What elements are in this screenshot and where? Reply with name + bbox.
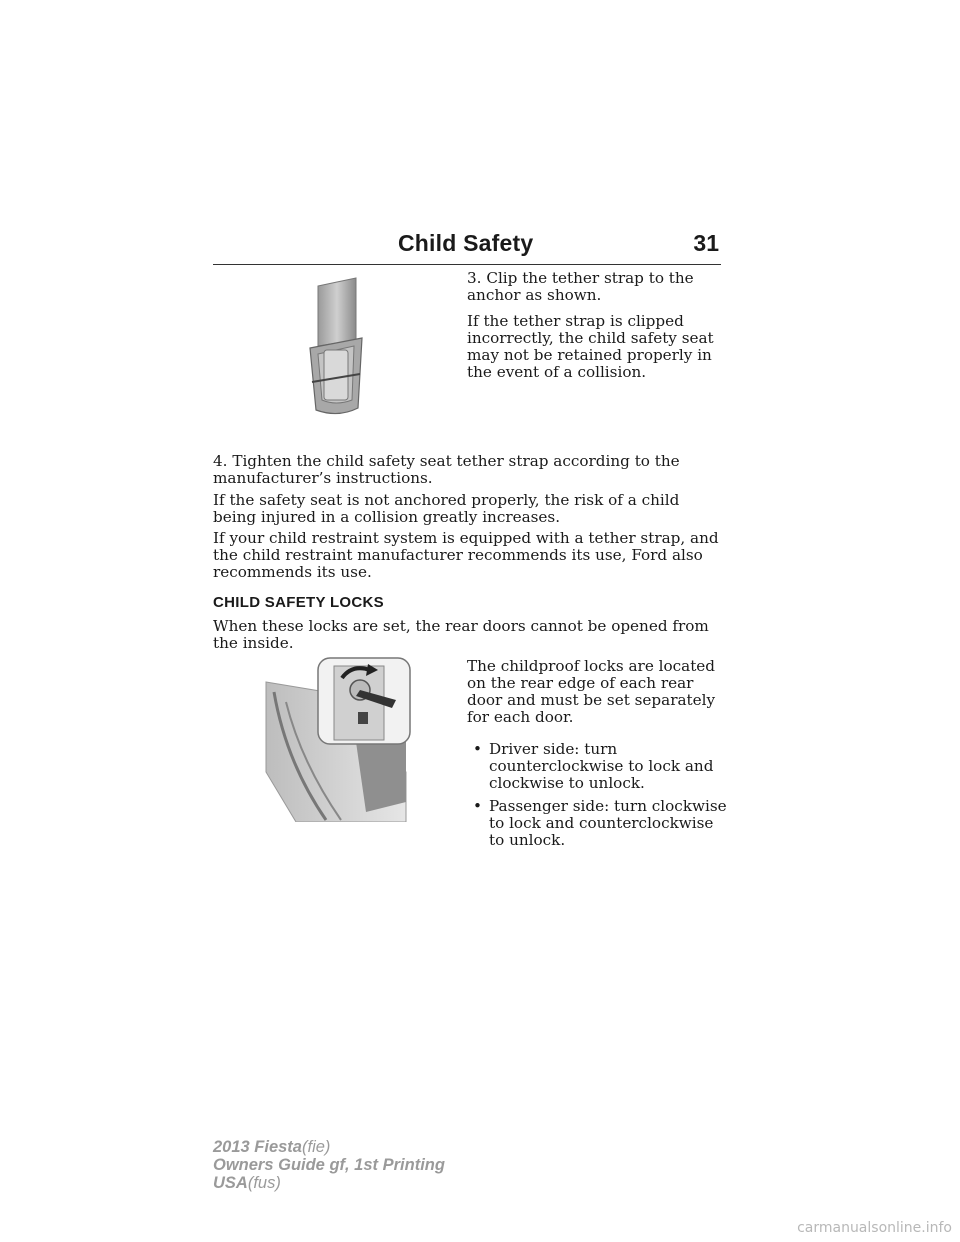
step-3-text: 3. Clip the tether strap to the anchor as shown. (467, 269, 694, 304)
footer-model-code: (fie) (301, 1138, 331, 1156)
child-lock-door-illustration (256, 652, 416, 822)
bullet-glyph: • (473, 740, 482, 758)
footer-guide: Owners Guide gf, 1st Printing (213, 1156, 445, 1174)
footer-market: USA (213, 1174, 248, 1192)
watermark-text: carmanualsonline.info (797, 1220, 952, 1236)
list-item (467, 798, 727, 849)
step-4-text: 4. Tighten the child safety seat tether strap according to the manufacturer’s instructions. (213, 452, 680, 487)
tether-use-paragraph: If your child restraint system is equipped with a tether strap, and the child restraint manufacturer recommends its use, Ford also recommends its use. (213, 529, 719, 581)
locks-intro-text: When these locks are set, the rear doors cannot be opened from the inside. (213, 617, 709, 652)
tether-warning-text: If the tether strap is clipped incorrectly, the child safety seat may not be retained properly in the event of a collision. (467, 312, 714, 381)
page-number: 31 (693, 230, 719, 256)
child-safety-locks-heading: CHILD SAFETY LOCKS (213, 594, 384, 611)
footer-market-code: (fus) (247, 1174, 281, 1192)
passenger-side-instruction: Passenger side: turn clockwise to lock and counterclockwise to unlock. (489, 797, 727, 849)
section-title: Child Safety (398, 230, 534, 256)
page-header (213, 228, 721, 265)
bullet-glyph: • (473, 797, 482, 815)
anchor-paragraph: If the safety seat is not anchored properly, the risk of a child being injured in a collision greatly increases. (213, 491, 680, 526)
tether-clip-illustration (300, 276, 380, 426)
lock-direction-list (467, 741, 727, 855)
locks-location-text: The childproof locks are located on the rear edge of each rear door and must be set separately for each door. (467, 657, 716, 726)
footer-edition-info (213, 1138, 445, 1192)
list-item (467, 741, 727, 792)
driver-side-instruction: Driver side: turn counterclockwise to lock and clockwise to unlock. (489, 740, 714, 792)
footer-model: 2013 Fiesta (213, 1138, 302, 1156)
